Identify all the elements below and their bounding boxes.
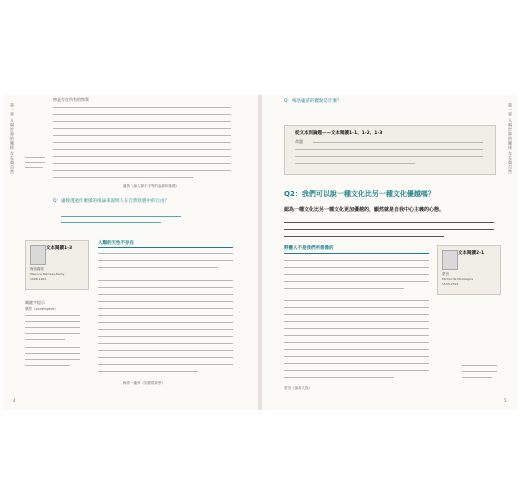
right-profile-title: 文本閱讀2-1 (458, 251, 485, 256)
right-running-head: 第一章 人與世界的關係 存在與自然 (508, 103, 513, 175)
left-profile-name: 梅洛龐蒂 (30, 267, 44, 271)
right-profile-latin: Michel de Montaigne (442, 277, 474, 281)
section-title: 野蠻人不是我們所想像的 (284, 246, 334, 251)
left-running-head: 第一章 人與世界的關係 存在與自然 (10, 103, 15, 175)
right-profile-years: 1533-1592 (442, 282, 459, 286)
left-profile-card (25, 240, 89, 290)
left-profile-years: 1908-1961 (30, 277, 47, 281)
left-page-number: 4 (13, 398, 16, 403)
left-subhead: 人類的天性不存在 (98, 241, 134, 246)
thesis-box-title: 從文本到論題——文本閱讀1-1、1-2、1-3 (295, 131, 383, 136)
right-profile-card (437, 245, 501, 295)
glossary-term: 偶然（contingent） (25, 307, 58, 311)
thesis-box (284, 125, 496, 175)
right-profile-name: 蒙田 (442, 272, 449, 276)
right-top-question: Q：梅洛龐蒂的觀點是什麼？ (284, 99, 342, 104)
book-spread (3, 95, 517, 410)
bold-paragraph: 認為一種文化比另一種文化更加優越的，顯然就是自我中心主義的心態。 (284, 207, 445, 213)
left-profile-latin: Maurice Merleau-Ponty (30, 272, 65, 276)
left-bottom-citation: 梅洛－龐蒂《知覺現象學》 (123, 381, 165, 385)
left-profile-title: 文本閱讀1-3 (46, 246, 73, 251)
right-page (262, 95, 517, 410)
right-portrait (442, 250, 458, 270)
left-intro-snippet: 物是存在所有的物質 (53, 97, 89, 102)
right-page-number: 5 (504, 398, 507, 403)
big-question: Q2：我們可以說一種文化比另一種文化優越嗎？ (284, 190, 435, 198)
left-question: Q：盧梭透過什麼樣的推論來說明人在自然狀態中的自由？ (53, 199, 170, 204)
left-citation: 盧梭《論人類不平等的起源和基礎》 (123, 184, 179, 188)
thesis-box-sub: 命題 (295, 139, 303, 144)
left-portrait (30, 245, 46, 265)
left-page (3, 95, 258, 410)
tag-label: 關鍵字提示 (25, 300, 45, 305)
right-citation: 蒙田《論食人族》 (284, 386, 312, 390)
